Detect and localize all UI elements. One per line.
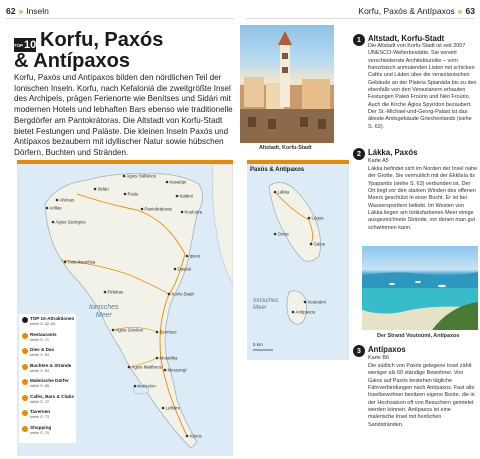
intro-paragraph: Korfu, Paxós und Antípaxos bilden den nördlichen Teil der Ionischen Inseln. Korfu, nach Kefaloniá die zweitgrößte Insel des Archipels, prägen Ferienorte wie Benítses und Sidári mit modernen Hotels und lebhaften Bars ebenso wie traditionelle Bergdörfer am Pantokrátoras. Die Altstadt von Korfu-Stadt bietet Festungen und Paläste. Die kleinen Inseln Paxós und Antípaxos bezaubern mit idyllischer Natur sowie hübschen Dörfern, Buchten und Stränden. [14,73,233,157]
photo-old-town [240,25,334,143]
chapter-title-line1: Korfu, Paxós [40,29,164,51]
entry-title: Altstadt, Korfu-Stadt [368,34,445,43]
place-dot [304,301,307,304]
legend-label: TOP 10-Attraktionen [30,316,75,321]
place-dot [292,311,295,314]
beach-illustration [362,246,478,330]
top10-badge-number: 10 [23,39,37,51]
entry-number-badge: 2 [353,148,365,160]
legend-page-ref: siehe S. 72 [30,399,49,404]
legend-label: Cafés, Bars & Clubs [30,393,74,399]
legend-item [22,410,74,426]
sea-label-main [89,304,119,320]
place-dot [94,188,97,191]
legend-item [22,426,74,442]
place-label: Paleokastrítsa [67,259,96,265]
entry-map-ref: Karte A5 [368,158,389,164]
place-label: Pélekas [107,289,124,295]
place-label: Antípaxos [295,309,316,315]
place-label: Pantokrátoras [144,206,172,212]
place-label: Kalámi [179,193,193,199]
caption-beach: Der Strand Voutoúmi, Antípaxos [377,333,460,339]
entry-body: Die Altstadt von Korfu-Stadt ist seit 2007 UNESCO-Welterbestätte. Sie vereint verschiedenste Architekturstile – vom französisch anmutenden Liston mit schicken Cafés und Läden über die venezianischen Gebäude an der Plateía Spianáda bis zu den ebenfalls von den Venezianern erbauten Festungen Paleó Froúrio und Néo Froúrio. Auch die Kirche Ágios Spyrídon bezaubert. Der St.-Michael-und-Georg-Palast ist das älteste Amtsgebäude Griechenlands (siehe S. 63). [368,43,477,130]
entry-number-badge: 1 [353,34,365,46]
place-dot [134,385,137,388]
place-label: Moraitika [159,355,178,361]
place-label: Kouloúra [184,209,203,215]
place-label: Messongí [167,367,187,373]
place-label: Sidári [97,186,109,192]
left-section-title: Inseln [26,5,49,16]
right-page-number: 63 [465,5,475,16]
place-dot [274,191,277,194]
legend-label: Buchten & Strände [30,362,72,368]
place-dot [310,243,313,246]
sea-label-line2: Meer [95,312,112,319]
place-dot [164,369,167,372]
entry-body: Lákka befindet sich im Norden der Insel nahe der Grotte. Sie vermutlich mit der Ekklisía tis Ypapantís (siehe S. 63) verbunden ist. Der Ort liegt vor den starken Winden des offenen Meers geschützt in einer Bucht. Er ist bei Wassersportlern beliebt. Im Westen von Lákka liegen am türkisfarbenen Meer einige ausgezeichnete Strände, vor denen man gut schwimmen kann. [368,166,478,231]
place-dot [141,208,144,211]
old-town-illustration [240,25,334,143]
photo-voutoumi-beach [362,246,478,330]
place-label: Gáios [313,241,325,247]
legend-item [22,364,74,380]
place-label: Afiónas [59,197,75,203]
legend-item [22,333,74,349]
sea-label-line1: Ionisches [89,304,119,311]
map-paxos-svg [247,164,349,360]
chapter-title-line2: & Antípaxos [14,50,130,72]
legend-label: Dies & Das [30,347,55,352]
running-header-left [6,4,49,17]
legend-page-ref: siehe S. 64 [30,368,49,373]
legend-symbol-icon [22,317,28,323]
legend-page-ref: siehe S. 71 [30,337,49,342]
place-label: Korfu-Stadt [171,291,194,297]
legend-symbol-icon [22,348,28,354]
header-rule-left [6,18,234,19]
legend-symbol-icon [22,333,28,339]
place-label: Voutoúmi [307,299,326,305]
legend-item [22,379,74,395]
map-legend [19,314,76,443]
sea-label-line2: Meer [253,305,267,311]
legend-item [22,317,74,333]
place-label: Lákka [277,189,290,195]
legend-symbol-icon [22,410,28,416]
place-label: Korissíon [137,383,156,389]
legend-page-ref: siehe S. 73 [30,415,49,419]
place-label: Kassiópi [169,179,187,185]
place-dot [176,195,179,198]
place-label: Arillas [49,205,62,211]
place-dot [186,255,189,258]
legend-page-ref: siehe S. 65 [30,384,49,388]
legend-page-ref: siehe S. 62–63 [30,322,56,326]
place-dot [104,291,107,294]
legend-label: Restaurants [30,331,57,337]
map-scale-label: 5 km [253,342,263,347]
entry-map-ref: Karte B6 [368,355,389,361]
chevron-right-icon: » [18,5,24,16]
place-label: Benítses [159,329,177,335]
place-dot [156,357,159,360]
place-dot [181,211,184,214]
place-label: Ozias [277,231,289,237]
running-header-right [358,4,475,17]
place-label: Ágios Stéfanos [126,173,157,179]
map-corfu [17,160,233,456]
place-label: Ágios Górdios [115,327,144,333]
legend-symbol-icon [22,426,28,432]
inset-map-title: Paxós & Antípaxos [250,167,305,173]
map-paxos-antipaxos [247,160,349,360]
legend-symbol-icon [22,395,28,401]
place-label: Kávos [189,433,202,439]
place-label: Ipsos [189,253,200,259]
place-dot [112,329,115,332]
place-dot [128,366,131,369]
place-dot [162,407,165,410]
place-dot [186,435,189,438]
chevron-left-icon: « [457,5,463,16]
right-section-title: Korfu, Paxós & Antípaxos [358,5,455,16]
legend-symbol-icon [22,379,28,385]
place-dot [156,331,159,334]
legend-item [22,348,74,364]
place-dot [174,268,177,271]
place-dot [168,293,171,296]
place-dot [56,199,59,202]
header-rule-right [246,18,474,19]
entry-number-badge: 3 [353,345,365,357]
place-label: Ágios Mattheos [131,364,162,370]
legend-label: Tavernen [30,409,51,414]
entry-title: Antípaxos [368,345,406,354]
left-page-number: 62 [6,5,16,16]
place-label: Ágios Geórgios [55,219,86,225]
entry-body: Die südlich von Paxós gelegene Insel zählt weniger als 60 ständige Bewohner. Von Gáios auf Paxós bestehen tägliche Fährverbindungen nach Antípaxos. Fast alle Inselbewohner besitzen eigene Boote, die in der Hochsaison oft von Besuchern gemietet werden können. Antípaxos ist eine malerische Insel mit herrlichen Sandstränden. [368,363,475,428]
top10-badge-label: TOP [13,42,23,48]
place-label: Lógos [311,215,324,221]
place-dot [274,233,277,236]
place-dot [52,221,55,224]
legend-page-ref: siehe S. 70 [30,430,49,435]
place-dot [308,217,311,220]
place-label: Dassiá [177,266,191,272]
place-dot [64,261,67,264]
place-dot [123,175,126,178]
legend-label: Malerische Dörfer [30,378,69,383]
legend-label: Shopping [30,424,52,430]
place-dot [46,207,49,210]
caption-old-town: Altstadt, Korfu-Stadt [259,145,312,151]
place-label: Lefkími [165,405,180,411]
entry-title: Lákka, Paxós [368,148,418,157]
legend-item [22,395,74,411]
place-dot [124,193,127,196]
place-label: Roda [127,191,138,197]
legend-symbol-icon [22,364,28,370]
sea-label-inset [253,298,278,312]
sea-label-line1: Ionisches [253,298,279,304]
legend-page-ref: siehe S. 64 [30,353,49,357]
place-dot [166,181,169,184]
